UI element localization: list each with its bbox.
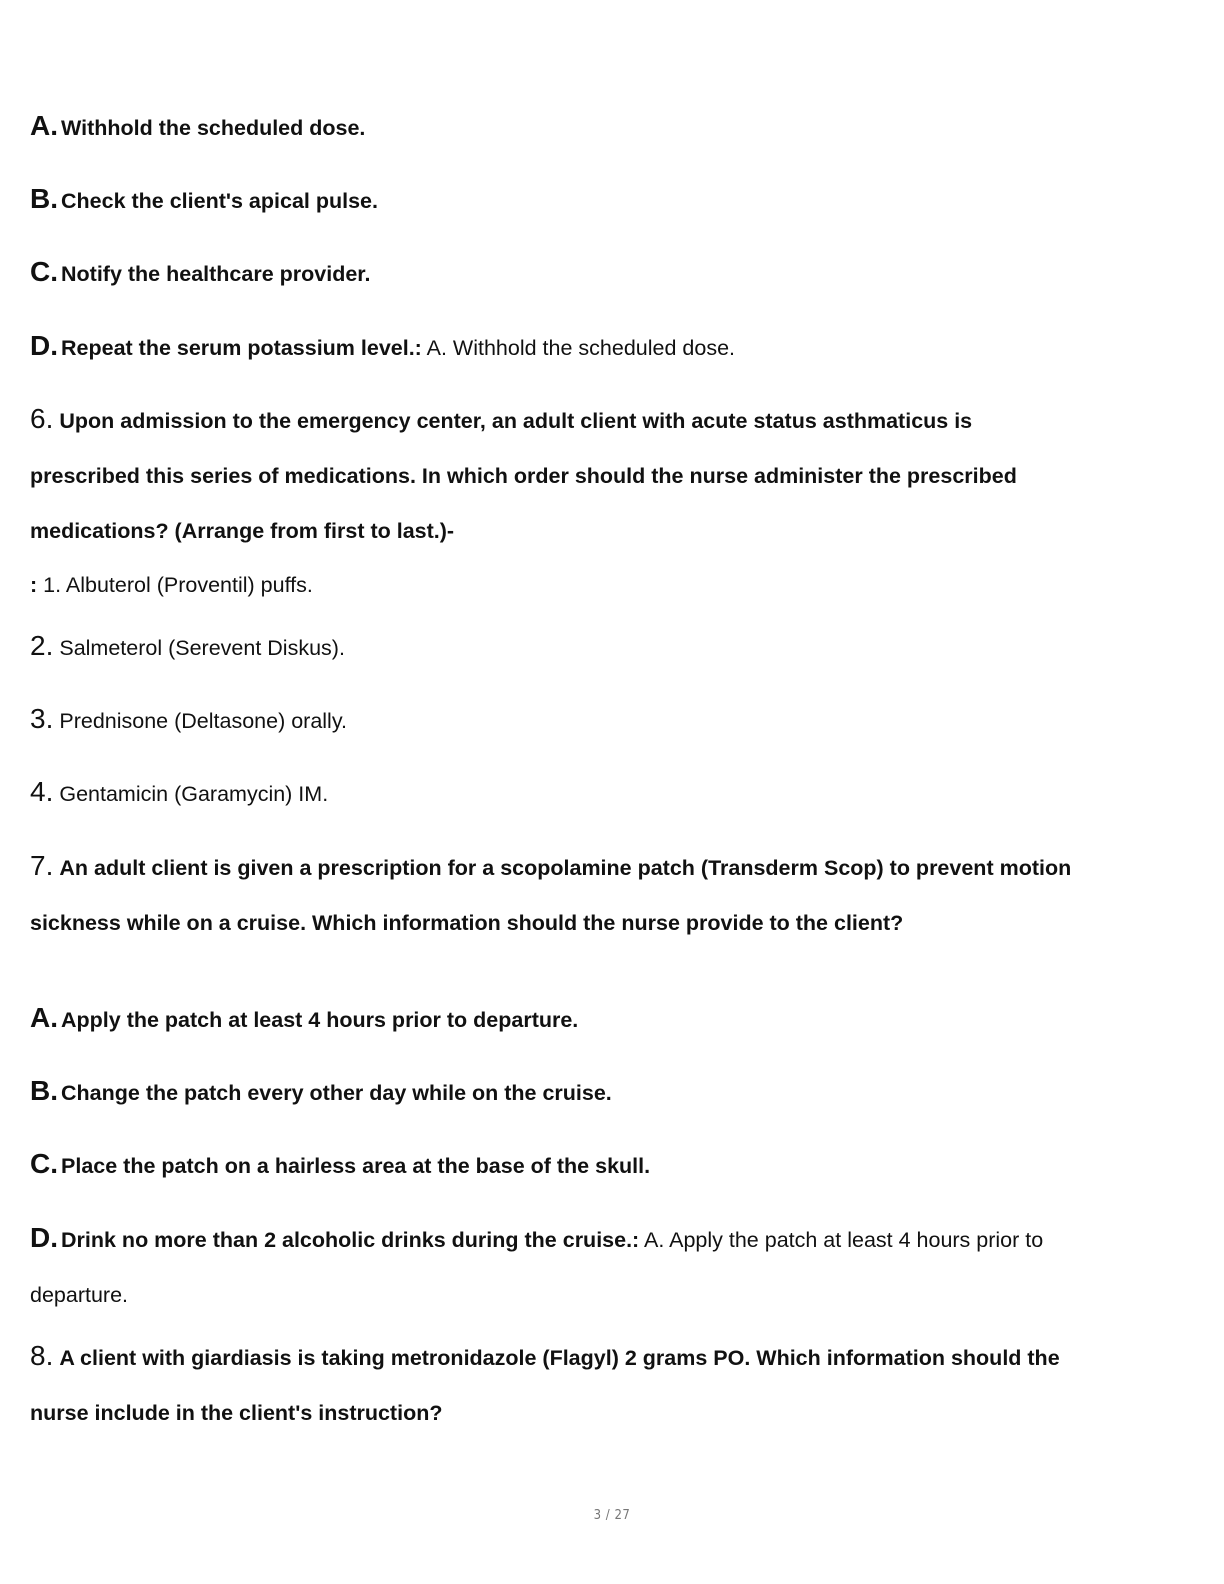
- order-item-2: [30, 632, 1200, 660]
- option-text: Place the patch on a hairless area at the base of the skull.: [61, 1154, 651, 1178]
- option-text: Apply the patch at least 4 hours prior to departure.: [61, 1008, 579, 1032]
- item-number: 3.: [30, 703, 54, 734]
- question-7-line-2: sickness while on a cruise. Which information should the nurse provide to the client?: [30, 911, 904, 935]
- question-6-line-2: prescribed this series of medications. In which order should the nurse administer the prescribed: [30, 464, 1017, 488]
- order-item-1: [30, 575, 1200, 597]
- option-c: [30, 1150, 1200, 1178]
- option-text: Change the patch every other day while on the cruise.: [61, 1081, 612, 1105]
- option-letter: D.: [30, 1222, 58, 1253]
- option-text: Repeat the serum potassium level.:: [61, 336, 422, 360]
- question-7-line-1: [30, 852, 1200, 880]
- question-text: An adult client is given a prescription for a scopolamine patch (Transderm Scop) to prevent motion: [59, 856, 1072, 880]
- question-8-line-1: [30, 1342, 1200, 1370]
- option-b: [30, 1077, 1200, 1105]
- option-letter: B.: [30, 183, 58, 214]
- option-text: Check the client's apical pulse.: [61, 189, 378, 213]
- question-8-line-2: nurse include in the client's instruction?: [30, 1401, 443, 1425]
- item-text: Prednisone (Deltasone) orally.: [59, 709, 347, 733]
- option-d: [30, 332, 1200, 360]
- item-number: 4.: [30, 776, 54, 807]
- option-letter: D.: [30, 330, 58, 361]
- answer-text: A. Withhold the scheduled dose.: [426, 336, 735, 360]
- answer-continuation: departure.: [30, 1283, 129, 1307]
- option-text: Notify the healthcare provider.: [61, 262, 371, 286]
- question-number: 8.: [30, 1340, 54, 1371]
- option-c: [30, 258, 1200, 286]
- option-a: [30, 112, 1200, 140]
- option-d: [30, 1224, 1200, 1252]
- item-text: Gentamicin (Garamycin) IM.: [59, 782, 329, 806]
- question-number: 6.: [30, 403, 54, 434]
- question-6-line-1: [30, 405, 1200, 433]
- item-prefix: :: [30, 573, 38, 597]
- item-number: 2.: [30, 630, 54, 661]
- option-letter: C.: [30, 1148, 58, 1179]
- option-letter: A.: [30, 110, 58, 141]
- question-6-line-3: medications? (Arrange from first to last.)-: [30, 519, 455, 543]
- option-b: [30, 185, 1200, 213]
- option-a: [30, 1004, 1200, 1032]
- question-text: Upon admission to the emergency center, an adult client with acute status asthmaticus is: [59, 409, 973, 433]
- order-item-4: [30, 778, 1200, 806]
- question-text: A client with giardiasis is taking metronidazole (Flagyl) 2 grams PO. Which information should the: [59, 1346, 1060, 1370]
- option-text: Drink no more than 2 alcoholic drinks during the cruise.:: [61, 1228, 640, 1252]
- option-text: Withhold the scheduled dose.: [61, 116, 366, 140]
- option-letter: C.: [30, 256, 58, 287]
- option-letter: B.: [30, 1075, 58, 1106]
- question-number: 7.: [30, 850, 54, 881]
- item-text: Albuterol (Proventil) puffs.: [65, 573, 313, 597]
- option-letter: A.: [30, 1002, 58, 1033]
- item-number: 1.: [43, 573, 62, 597]
- order-item-3: [30, 705, 1200, 733]
- answer-text: A. Apply the patch at least 4 hours prior to: [644, 1228, 1044, 1252]
- page-number: 3 / 27: [593, 1508, 631, 1523]
- item-text: Salmeterol (Serevent Diskus).: [59, 636, 345, 660]
